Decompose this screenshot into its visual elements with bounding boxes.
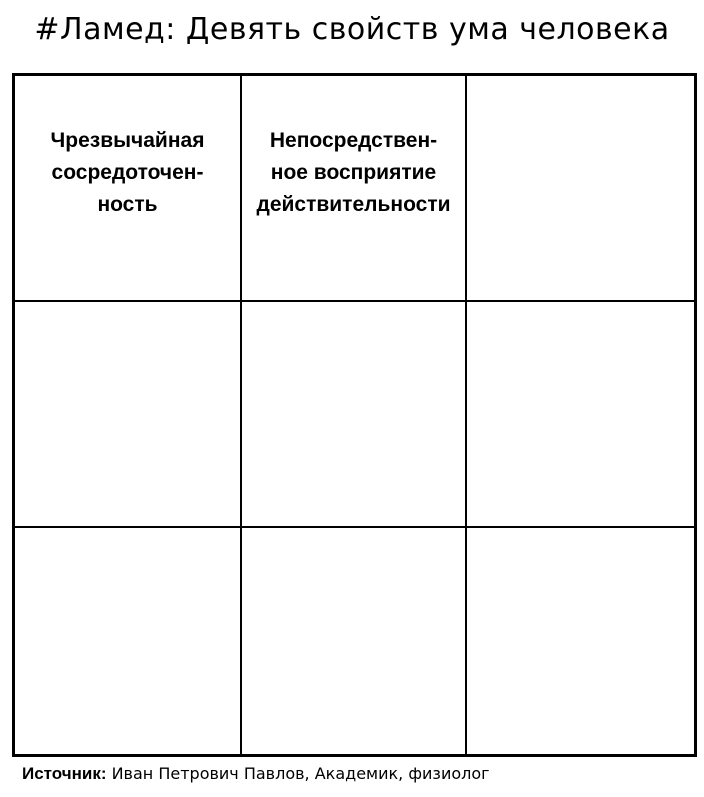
grid-cell-7: [15, 528, 242, 754]
grid-cell-1: Чрезвычайная сосредоточен- ность: [15, 76, 242, 302]
grid-cell-8: [242, 528, 467, 754]
source-line: [22, 764, 490, 784]
source-label: Источник:: [22, 764, 107, 783]
grid-cell-4: [15, 302, 242, 528]
properties-grid: [12, 73, 697, 757]
grid-cell-6: [467, 302, 694, 528]
page-title: #Ламед: Девять свойств ума человека: [34, 12, 670, 47]
grid-cell-5: [242, 302, 467, 528]
grid-cell-2: Непосредствен- ное восприятие действительности: [242, 76, 467, 302]
grid-cell-3: [467, 76, 694, 302]
grid-cell-9: [467, 528, 694, 754]
source-text: Иван Петрович Павлов, Академик, физиолог: [106, 764, 490, 783]
